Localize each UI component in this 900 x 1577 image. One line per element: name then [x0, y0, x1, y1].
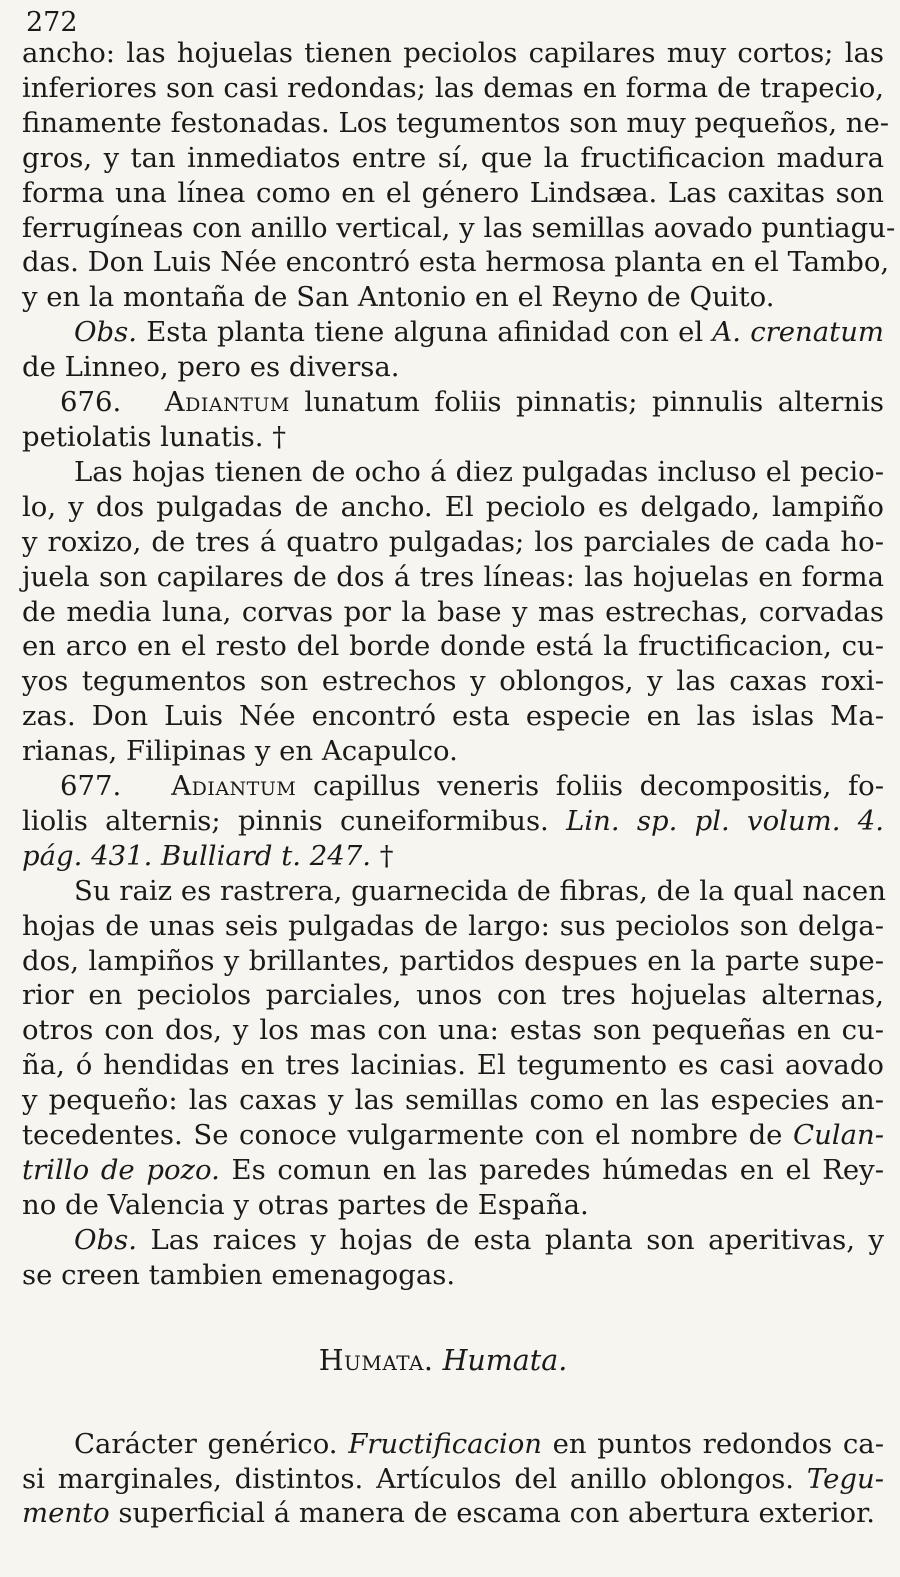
- text-line: en arco en el resto del borde donde está la fructificacion, cu-: [22, 630, 884, 663]
- text-line: [22, 839, 884, 874]
- character-text: si marginales, distintos. Artículos del anillo oblongos.: [22, 1462, 807, 1495]
- text-line: ña, ó hendidas en tres lacinias. El tegumento es casi aovado: [22, 1049, 884, 1082]
- diagnosis-text: capillus veneris foliis decompositis, fo-: [296, 770, 884, 803]
- spacer: [22, 1293, 884, 1341]
- text-line: petiolatis lunatis. †: [22, 420, 286, 453]
- text-line: Su raiz es rastrera, guarnecida de fibras, de la qual nacen: [74, 874, 886, 907]
- diagnosis-text: lunatum foliis pinnatis; pinnulis alternis: [289, 386, 884, 419]
- text-line: y roxizo, de tres á quatro pulgadas; los parciales de cada ho-: [22, 525, 884, 558]
- obs-text: Esta planta tiene alguna afinidad con el: [137, 316, 713, 349]
- text-line: [22, 1427, 884, 1462]
- text-line: yos tegumentos son estrechos y oblongos, y las caxas roxi-: [22, 665, 884, 698]
- text-line: [22, 1118, 884, 1153]
- text-line: hojas de unas seis pulgadas de largo: sus peciolos son delga-: [22, 909, 884, 942]
- obs-line: [22, 1223, 884, 1258]
- text-line: [22, 1462, 884, 1497]
- text-line: [22, 1153, 884, 1188]
- text-line: y pequeño: las caxas y las semillas como en las especies an-: [22, 1084, 884, 1117]
- reference: pág. 431. Bulliard t. 247.: [22, 839, 372, 872]
- text-line: inferiores son casi redondas; las demas en forma de trapecio,: [22, 71, 884, 104]
- text-line: [22, 804, 884, 839]
- text-line: se creen tambien emenagogas.: [22, 1258, 456, 1291]
- entry-676-diagnosis: [22, 385, 884, 420]
- text-line: no de Valencia y otras partes de España.: [22, 1188, 589, 1221]
- entry-677-diagnosis: [22, 769, 884, 804]
- genus-heading: [2, 1341, 884, 1381]
- text-line: ancho: las hojuelas tienen peciolos capilares muy cortos; las: [22, 37, 884, 69]
- obs-label: Obs.: [74, 1223, 138, 1256]
- text-line: das. Don Luis Née encontró esta hermosa planta en el Tambo,: [22, 246, 890, 279]
- text-line: rianas, Filipinas y en Acapulco.: [22, 735, 458, 768]
- text-line: zas. Don Luis Née encontró esta especie en las islas Ma-: [22, 700, 884, 733]
- reference: Lin. sp. pl. volum. 4.: [566, 804, 885, 837]
- text-line: lo, y dos pulgadas de ancho. El peciolo es delgado, lampiño: [22, 490, 884, 523]
- text-line: Las hojas tienen de ocho á diez pulgadas incluso el pecio-: [74, 455, 884, 488]
- text-line: otros con dos, y los mas con una: estas son pequeñas en cu-: [22, 1014, 884, 1047]
- character-text: en puntos redondos ca-: [541, 1427, 884, 1460]
- text-line: dos, lampiños y brillantes, partidos despues en la parte supe-: [22, 944, 884, 977]
- text-line: forma una línea como en el género Lindsæa. Las caxitas son: [22, 176, 884, 209]
- text-line: de Linneo, pero es diversa.: [22, 351, 400, 384]
- text-line: gros, y tan inmediatos entre sí, que la fructificacion madura: [22, 141, 884, 174]
- character-text: superficial á manera de escama con abertura exterior.: [109, 1497, 875, 1530]
- habitat-text: Es comun en las paredes húmedas en el Rey-: [219, 1154, 885, 1186]
- species-name: A. crenatum: [712, 316, 884, 349]
- diagnosis-text: liolis alternis; pinnis cuneiformibus.: [22, 804, 567, 837]
- common-name: trillo de pozo.: [22, 1154, 220, 1186]
- text-line: [22, 1496, 884, 1531]
- spacer: [22, 1381, 884, 1427]
- text-line: de media luna, corvas por la base y mas estrechas, corvadas: [22, 595, 884, 628]
- genus-heading-name: Humata.: [318, 1343, 434, 1377]
- dagger: †: [371, 839, 394, 872]
- obs-label: Obs.: [74, 316, 138, 349]
- text-line: finamente festonadas. Los tegumentos son muy pequeños, ne-: [22, 106, 890, 139]
- character-label: Carácter genérico.: [74, 1427, 349, 1460]
- term: mento: [22, 1497, 110, 1530]
- text-line: ferrugíneas con anillo vertical, y las semillas aovado puntiagu-: [22, 211, 896, 244]
- entry-number: 676.: [60, 386, 122, 419]
- obs-line: [22, 315, 884, 350]
- page-body: [22, 36, 896, 1531]
- description-text: tecedentes. Se conoce vulgarmente con el nombre de: [22, 1119, 794, 1152]
- term: Tegu-: [806, 1462, 884, 1495]
- common-name: Culan-: [793, 1119, 884, 1152]
- text-line: juela son capilares de dos á tres líneas: las hojuelas en forma: [22, 560, 884, 593]
- text-line: rior en peciolos parciales, unos con tres hojuelas alternas,: [22, 979, 884, 1012]
- text-line: y en la montaña de San Antonio en el Reyno de Quito.: [22, 281, 775, 314]
- genus-name: Adiantum: [164, 386, 290, 419]
- obs-text: Las raices y hojas de esta planta son aperitivas, y: [137, 1223, 884, 1256]
- page-number: 272: [26, 7, 78, 38]
- term: Fructificacion: [348, 1427, 542, 1460]
- genus-heading-latin: Humata.: [442, 1343, 568, 1377]
- genus-name: Adiantum: [171, 770, 297, 803]
- entry-number: 677.: [60, 770, 122, 803]
